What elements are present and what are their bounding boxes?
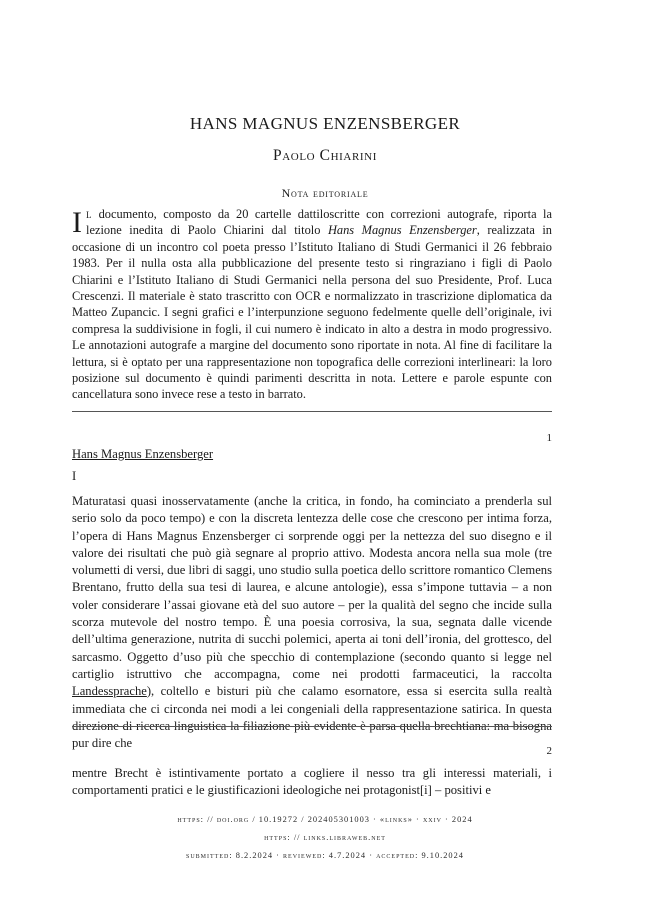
divider-rule [72,726,552,727]
transcription-text: Maturatasi quasi inosservatamente (anche la critica, in fondo, ha cominciato a prenderla sul serio solo da poco tempo) e con la discreta lentezza delle cose che crescono per intima forza, l’opera di Hans Magnus Enzensberger ci sorprende oggi per la nettezza del suo disegno e il valore dei risultati che può già segnare al proprio attivo. Modesta ancora nella sua mole (tre volumetti di versi, due libri di saggi, uno studio sulla poetica dello scrittore romantico Clemens Brentano, frutto della sua tesi di laurea, e alcune antologie), essa s’impone tuttavia – a non voler considerare l’assai giovane età del suo autore – per la qualità del segno che incide sulla scorza mutevole del nostro tempo. È una poesia corrosiva, la sua, segnata dalle vicende dell’ultima generazione, nutrita di succhi polemici, aperta ai toni dell’ironia, del grottesco, del sarcasmo. Oggetto d’uso più che specchio di contemplazione (secondo quanto si legge nel cartiglio istruttivo che accompagna, come nei prodotti farmaceutici, la raccolta [72,494,552,681]
article-title: HANS MAGNUS ENZENSBERGER [189,114,461,133]
dates-line: submitted: 8.2.2024 · reviewed: 4.7.2024 · accepted: 9.10.2024 [186,851,464,860]
sheet-number: 2 [546,745,552,757]
website-line: https: // links.libraweb.net [264,833,386,842]
chapter-numeral: I [72,469,77,483]
divider-rule [72,411,552,412]
manuscript-title: Hans Magnus Enzensberger [72,447,214,461]
transcription-paragraph-sheet2: mentre Brecht è istintivamente portato a cogliere il nesso tra gli interessi materiali, i comportamenti pratici e le giustificazioni ideologiche nei protagonist[i] – positivi e [72,766,552,798]
note-text: documento, composto da 20 cartelle dattiloscritte con correzioni autografe, riporta la lezione inedita di Paolo Chiarini dal titolo [86,207,552,238]
author-name: Paolo Chiarini [273,147,377,164]
section-heading: Nota editoriale [281,186,369,200]
transcription-paragraph [72,493,552,752]
doi-line: https: // doi.org / 10.19272 / 202405301003 · «links» · xxiv · 2024 [177,815,473,824]
editorial-note [72,206,552,403]
underlined-title: Landessprache [72,684,147,699]
sheet-number: 1 [546,432,552,444]
note-text-continued: , realizzata in occasione di un incontro col poeta presso l’Istituto Italiano di Studi Germanici il 26 febbraio 1983. Per il nulla osta alla pubblicazione del presente testo si ringraziano i figli di Paolo Chiarini e l’Istituto Italiano di Studi Germanici nella persona del suo Presidente, Prof. Luca Crescenzi. Il materiale è stato trascritto con OCR e normalizzato in trascrizione diplomatica da Matteo Zupancic. I segni grafici e l’interpunzione seguono fedelmente quelle dell’originale, ivi compresa la suddivisione in fogli, il cui numero è indicato in alto a destra in modo progressivo. Le annotazioni autografe a margine del documento sono riportate in nota. Al fine di facilitare la lettura, si è optato per una rappresentazione non topografica delle correzioni interlineari: la loro posizione sul documento è quindi parimenti descritta in nota. Lettere e parole espunte con cancellatura sono invece rese a testo in barrato. [72,223,552,402]
note-lead-letter: l [86,207,93,221]
note-italic-title: Hans Magnus Enzensberger [327,223,477,238]
transcription-text-continued: ), coltello e bisturi più che calamo esornatore, essa si esercita sulla realtà immediata che ci circonda nei modi a lei congeniali della rappresentazione satirica. In questa direzione di ricerca linguistica la filiazione più evidente è parsa quella brechtiana: ma bisogna pur dire che [72,684,552,751]
drop-cap: I [72,206,82,239]
